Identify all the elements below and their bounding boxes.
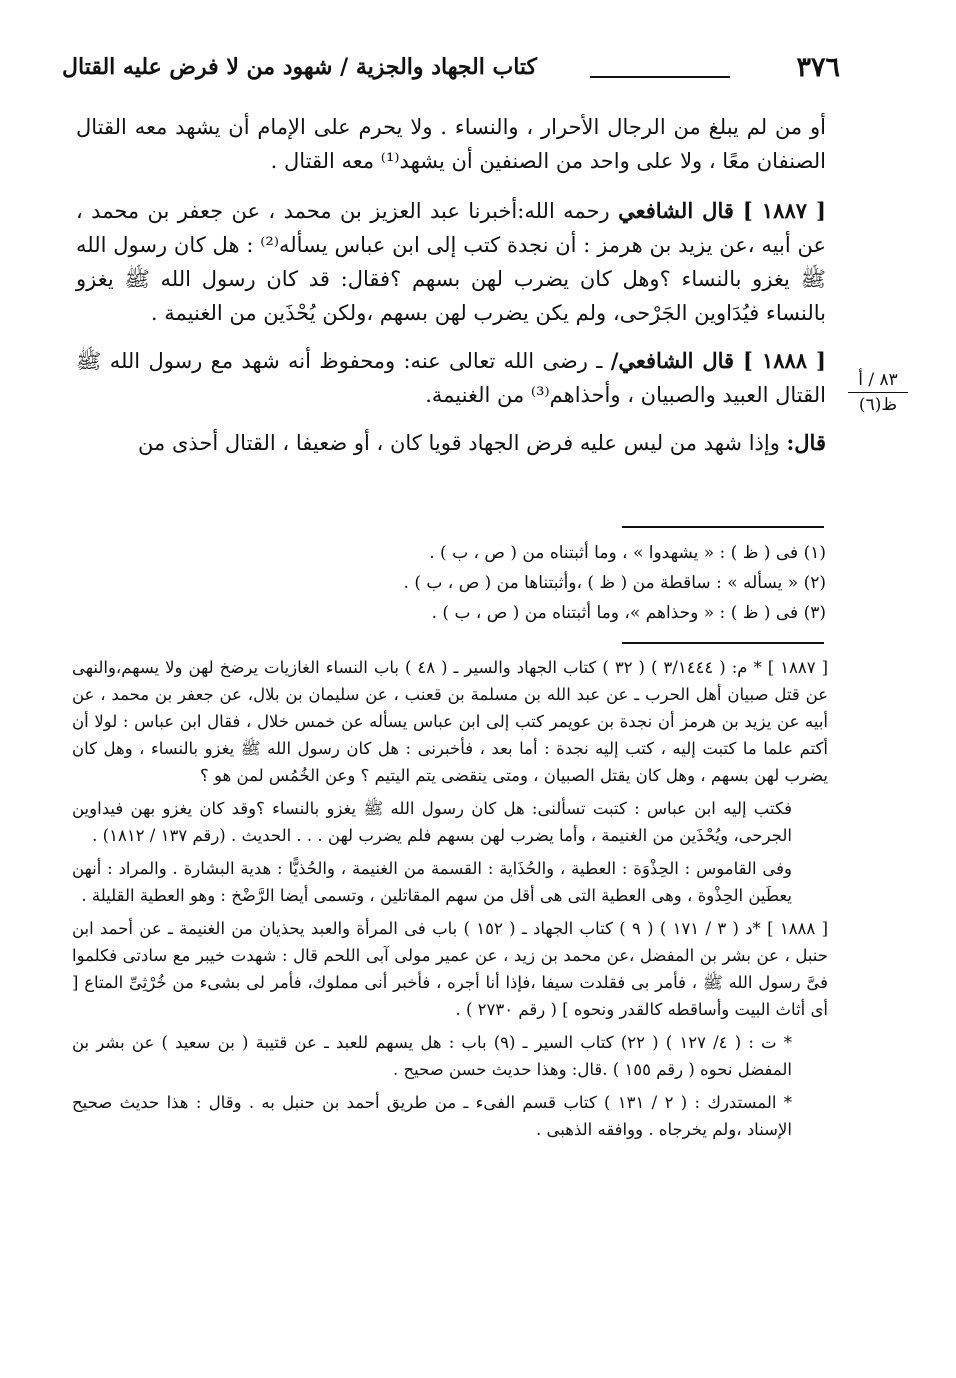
paragraph-text: رحمه الله:أخبرنا عبد العزيز بن محمد ، عن جعفر بن محمد ، عن أبيه ،عن يزيد بن هرمز : أن نجدة كتب إلى ابن عباس يسأله⁽²⁾ : هل كان رسول الله ﷺ يغزو بالنساء ؟وهل كان يضرب لهن بسهم ؟فقال: قد كان رسول الله ﷺ يغزو بالنساء فيُدَاوين الجَرْحى، ولم يكن يضرب لهن بسهم ،ولكن يُحْذَين من الغنيمة .	[76, 199, 827, 325]
margin-note	[848, 370, 908, 415]
paragraph: أو من لم يبلغ من الرجال الأحرار ، والنساء . ولا يحرم على الإمام أن يشهد معه القتال الصنفان معًا ، ولا على واحد من الصنفين أن يشهد⁽¹⁾ معه القتال .	[76, 115, 826, 173]
reference: [ ١٨٨٧ ] * م: ( ٣/١٤٤٤ ) ( ٣٢ ) كتاب الجهاد والسير ـ ( ٤٨ ) باب النساء الغازيات يرضخ لهن ولا يسهم،والنهى عن قتل صبيان أهل الحرب ـ عن عبد الله بن مسلمة بن قعنب ، عن سليمان بن بلال، عن جعفر بن محمد ، عن أبيه عن يزيد بن هرمز أن نجدة بن عويمر كتب إلى ابن عباس يسأله عن خمس خلال ، فقال ابن عباس : لولا أن أكتم علما ما كتبت إليه ، كتب إليه نجدة : أما بعد ، فأخبرنى : هل كان رسول الله ﷺ يغزو بالنساء ، وهل كان يضرب لهن بسهم ، وهل كان يقتل الصبيان ، ومتى ينقضى يتم اليتيم ؟ وعن الخُمُس لمن هو ؟	[72, 658, 829, 785]
reference: [ ١٨٨٨ ] *د ( ٣ / ١٧١ ) ( ٩ ) كتاب الجهاد ـ ( ١٥٢ ) باب فى المرأة والعبد يحذيان من الغنيمة ـ عن أحمد ابن حنبل ، عن بشر بن المفضل ،عن محمد بن زيد ، عن عمير مولى آبى اللحم قال : شهدت خيبر مع سادتى فكلموا فىَّ رسول الله ﷺ ، فأمر بى فقلدت سيفا ،فإذا أنا أجره ، فأخبر أنى مملوك، فأمر لى بشىء من خُرْثِىِّ المتاع [ أى أثاث البيت وأساقطه كالقدر ونحوه ] ( رقم ٢٧٣٠ ) .	[72, 919, 829, 1019]
header-rule	[590, 76, 730, 78]
page-number: ٣٧٦	[796, 52, 840, 83]
reference: * ت : ( ٤/ ١٢٧ ) ( ٢٢) كتاب السير ـ (٩) باب : هل يسهم للعبد ـ عن قتيبة ( بن سعيد ) عن بشر بن المفضل نحوه ( رقم ١٥٥ ) .قال: وهذا حديث حسن صحيح .	[72, 1033, 792, 1079]
main-text	[76, 110, 826, 474]
footnote: (١) فى ( ظ ) : « يشهدوا » ، وما أثبتناه من ( ص ، ب ) .	[429, 543, 826, 563]
paragraph	[76, 426, 826, 460]
paragraph-text: ـ رضى الله تعالى عنه: ومحفوظ أنه شهد مع رسول الله ﷺ القتال العبيد والصبيان ، وأحذاهم⁽³⁾ من الغنيمة.	[76, 349, 826, 407]
manuscript-siglum: ظ(٦)	[858, 395, 898, 415]
paragraph-text: وإذا شهد من ليس عليه فرض الجهاد قويا كان ، أو ضعيفا ، القتال أحذى من	[138, 431, 780, 455]
paragraph-label: قال:	[786, 430, 826, 455]
reference: * المستدرك : ( ٢ / ١٣١ ) كتاب قسم الفىء ـ من طريق أحمد بن حنبل به . وقال : هذا حديث صحيح الإسناد ،ولم يخرجاه . ووافقه الذهبى .	[72, 1093, 792, 1139]
running-header	[62, 52, 840, 92]
takhrij-references	[72, 654, 828, 1149]
references-divider	[622, 642, 824, 644]
footnotes	[76, 538, 826, 628]
header-title: كتاب الجهاد والجزية / شهود من لا فرض عليه القتال	[62, 54, 538, 80]
manuscript-folio: ٨٣ / أ	[858, 370, 898, 390]
margin-rule	[848, 392, 908, 393]
reference: فكتب إليه ابن عباس : كتبت تسألنى: هل كان رسول الله ﷺ يغزو بالنساء ؟وقد كان يغزو بهن فيداوين الجرحى، ويُحْذَين من الغنيمة ، وأما يضرب لهن بسهم فلم يضرب لهن . . . الحديث . (رقم ١٣٧ / ١٨١٢) .	[72, 799, 792, 845]
footnote-divider	[622, 526, 824, 528]
reference: وفى القاموس : الحِذْوَة : العطية ، والحُذَاية : القسمة من الغنيمة ، والحُذيًّا : هدية البشارة . والمراد : أنهن يعطَين الحِذْوة ، وهى العطية التى هى أقل من سهم المقاتلين ، وتسمى أيضا الرَّضْخ : وهو العطية القليلة .	[72, 859, 792, 905]
footnote: (٢) « يسأله » : ساقطة من ( ظ ) ،وأثبتناها من ( ص ، ب ) .	[403, 573, 826, 593]
footnote: (٣) فى ( ظ ) : « وحذاهم »، وما أثبتناه من ( ص ، ب ) .	[431, 603, 826, 623]
hadith-number: [ ١٨٨٨ ] قال الشافعي/	[610, 348, 826, 373]
paragraph	[76, 344, 826, 412]
hadith-number: [ ١٨٨٧ ] قال الشافعي	[618, 198, 826, 223]
paragraph	[76, 194, 826, 330]
